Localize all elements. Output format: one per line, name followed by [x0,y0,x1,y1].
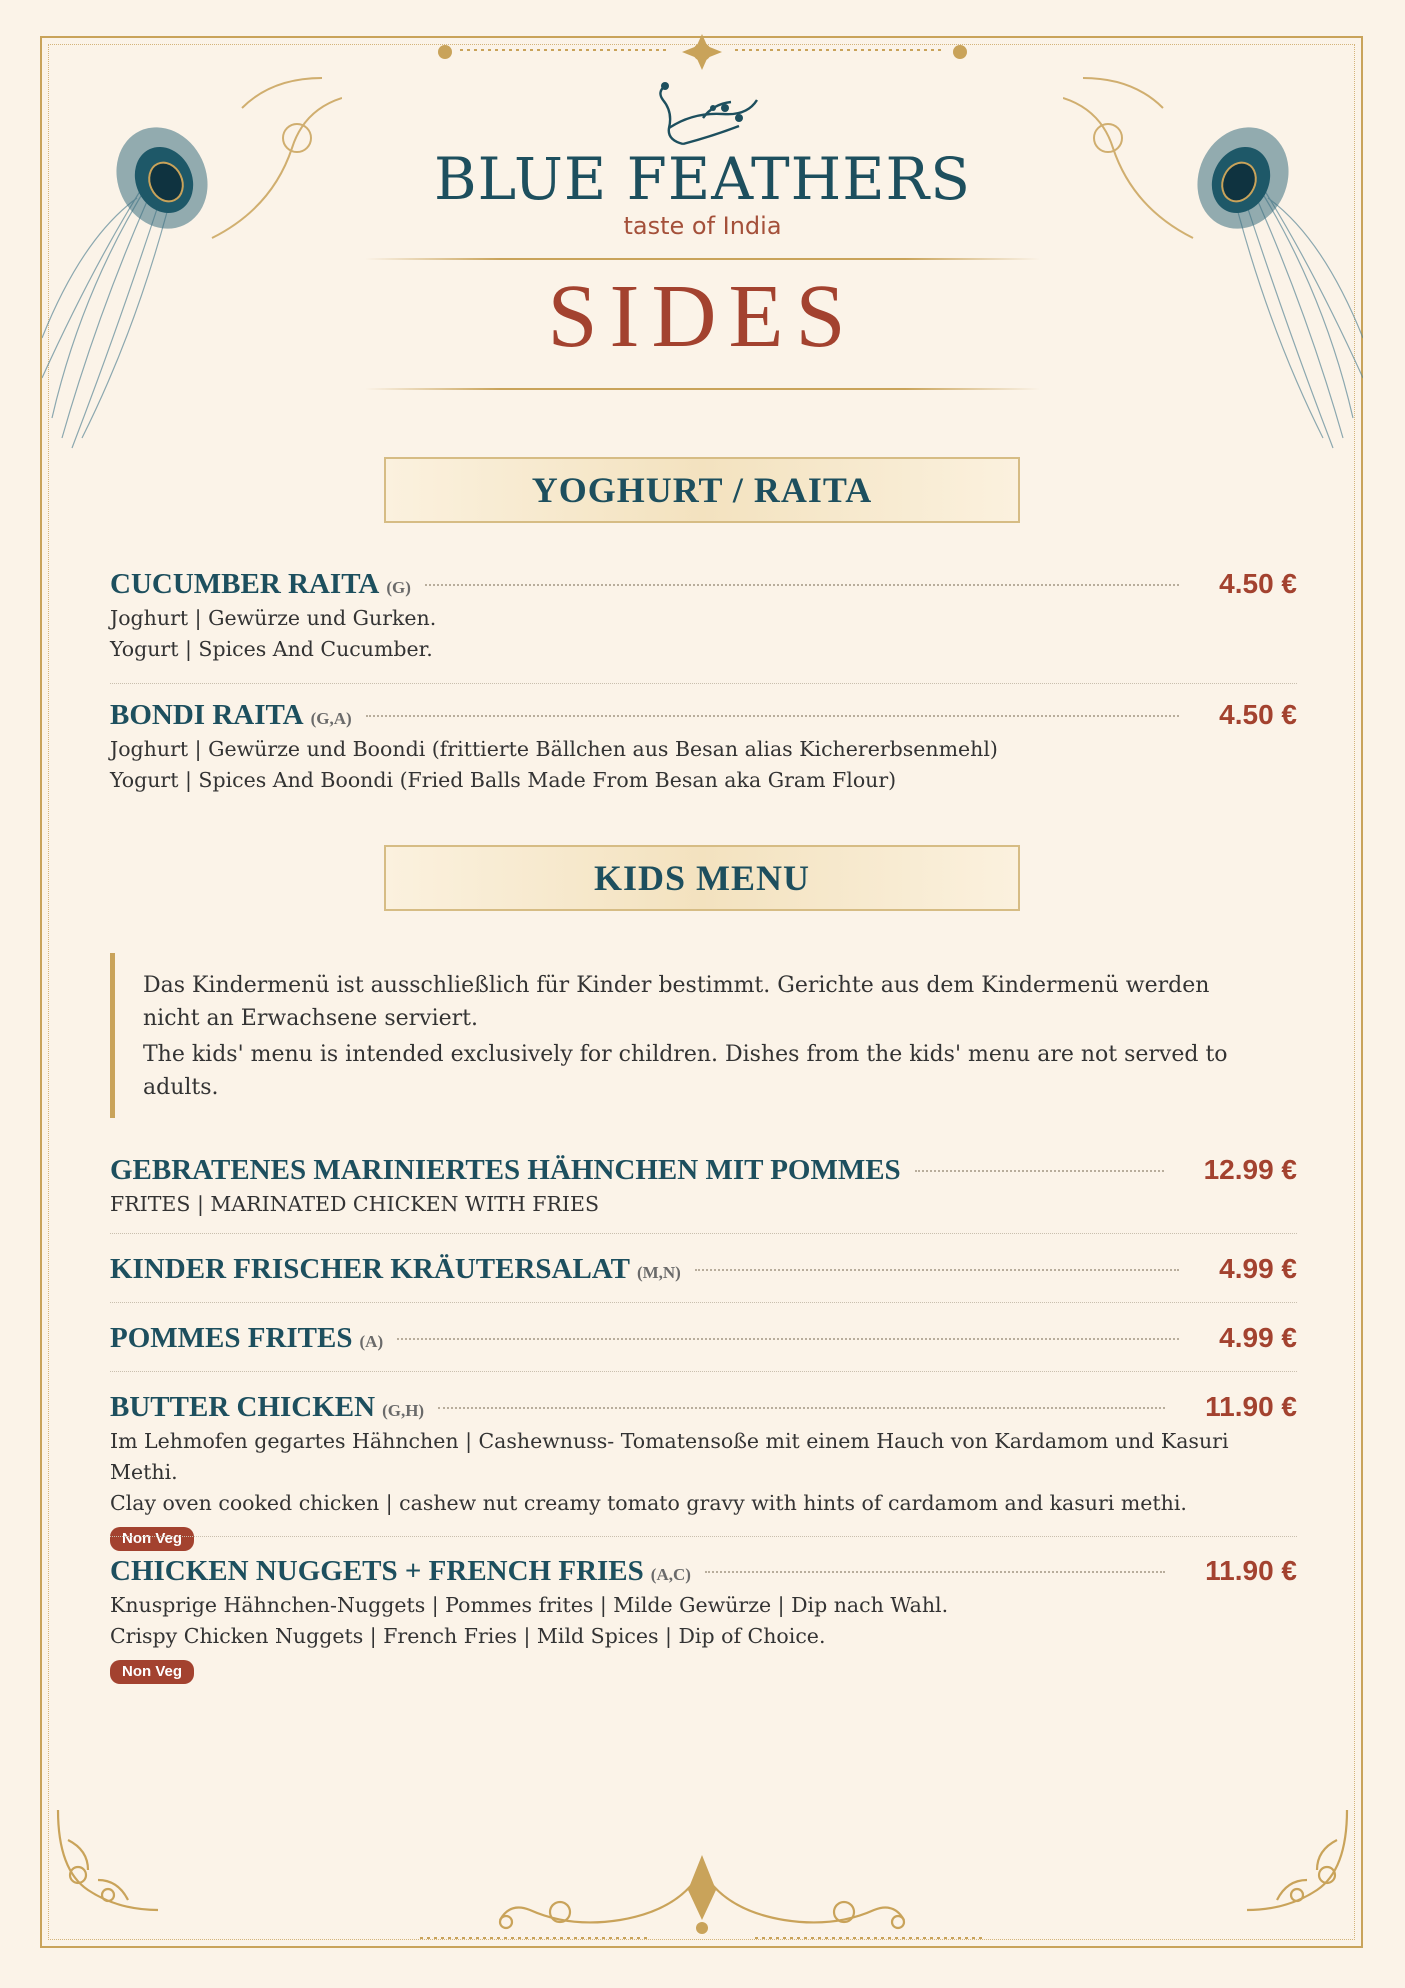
item-price: 4.50 € [1219,699,1297,730]
item-separator [110,1302,1297,1303]
menu-item [110,1253,1297,1286]
brand-tagline: taste of India [623,212,782,240]
item-allergens: (G,H) [382,1401,425,1420]
item-separator [110,1371,1297,1372]
kids-menu-notice [110,953,1260,1118]
item-name: KINDER FRISCHER KRÄUTERSALAT [110,1253,630,1285]
item-description-de: Knusprige Hähnchen-Nuggets | Pommes frites | Milde Gewürze | Dip nach Wahl. [110,1593,949,1617]
notice-text-de: Das Kindermenü ist ausschließlich für Kinder bestimmt. Gerichte aus dem Kindermenü werden nicht an Erwachsene serviert. [143,973,1210,1031]
title-divider-top [365,258,1040,260]
menu-item [110,1322,1297,1355]
item-allergens: (G) [386,578,411,597]
item-price: 4.99 € [1219,1322,1297,1353]
non-veg-badge: Non Veg [110,1527,194,1551]
item-description: FRITES | MARINATED CHICKEN WITH FRIES [110,1192,599,1216]
menu-item [110,1555,1297,1684]
item-price: 4.50 € [1219,568,1297,599]
item-allergens: (M,N) [636,1263,681,1282]
item-name: BONDI RAITA [110,699,304,731]
section-title: YOGHURT / RAITA [531,470,873,510]
menu-item [110,1391,1297,1551]
bottom-ornament-icon [420,1850,985,1950]
item-allergens: (A,C) [650,1565,691,1584]
item-price: 11.90 € [1205,1391,1297,1422]
item-separator [110,1536,1297,1537]
item-price: 4.99 € [1219,1253,1297,1284]
dot-leader [425,584,1179,586]
corner-ornament-bottom-left-icon [48,1800,168,1920]
item-name: CUCUMBER RAITA [110,568,380,600]
corner-ornament-bottom-right-icon [1237,1800,1357,1920]
dot-leader [915,1170,1164,1172]
page-title: SIDES [547,267,858,366]
menu-item [110,699,1297,796]
title-divider-bottom [365,388,1040,390]
menu-item [110,568,1297,665]
item-separator [110,1233,1297,1234]
notice-text-en: The kids' menu is intended exclusively for children. Dishes from the kids' menu are not served to adults. [143,1042,1228,1100]
non-veg-badge: Non Veg [110,1660,194,1684]
top-ornament-icon [420,34,985,74]
item-name: GEBRATENES MARINIERTES HÄHNCHEN MIT POMMES [110,1154,901,1186]
item-name: POMMES FRITES [110,1322,353,1354]
dot-leader [366,715,1179,717]
section-title: KIDS MENU [593,858,811,898]
peacock-logo-icon [643,78,763,150]
item-price: 12.99 € [1203,1154,1297,1185]
brand-name: BLUE FEATHERS [434,145,971,213]
item-description-en: Clay oven cooked chicken | cashew nut creamy tomato gravy with hints of cardamom and kasuri methi. [110,1491,1187,1515]
dot-leader [705,1571,1165,1573]
item-name: BUTTER CHICKEN [110,1391,376,1423]
menu-item [110,1154,1297,1220]
dot-leader [397,1338,1179,1340]
dot-leader [438,1407,1165,1409]
item-description-en: Crispy Chicken Nuggets | French Fries | Mild Spices | Dip of Choice. [110,1624,826,1648]
item-description-de: Joghurt | Gewürze und Gurken. [110,606,437,630]
section-header-kids-menu [384,845,1020,911]
dot-leader [695,1269,1179,1271]
item-description-en: Yogurt | Spices And Boondi (Fried Balls Made From Besan aka Gram Flour) [110,768,897,792]
item-description-en: Yogurt | Spices And Cucumber. [110,637,433,661]
item-separator [110,683,1297,684]
item-allergens: (G,A) [310,709,352,728]
item-description-de: Im Lehmofen gegartes Hähnchen | Cashewnuss- Tomatensoße mit einem Hauch von Kardamom und Kasuri Methi. [110,1429,1229,1484]
item-description-de: Joghurt | Gewürze und Boondi (frittierte Bällchen aus Besan alias Kichererbsenmehl) [110,737,998,761]
item-price: 11.90 € [1205,1555,1297,1586]
item-allergens: (A) [359,1332,384,1351]
brand-logo [0,78,1405,240]
section-header-raita [384,457,1020,523]
item-name: CHICKEN NUGGETS + FRENCH FRIES [110,1555,644,1587]
